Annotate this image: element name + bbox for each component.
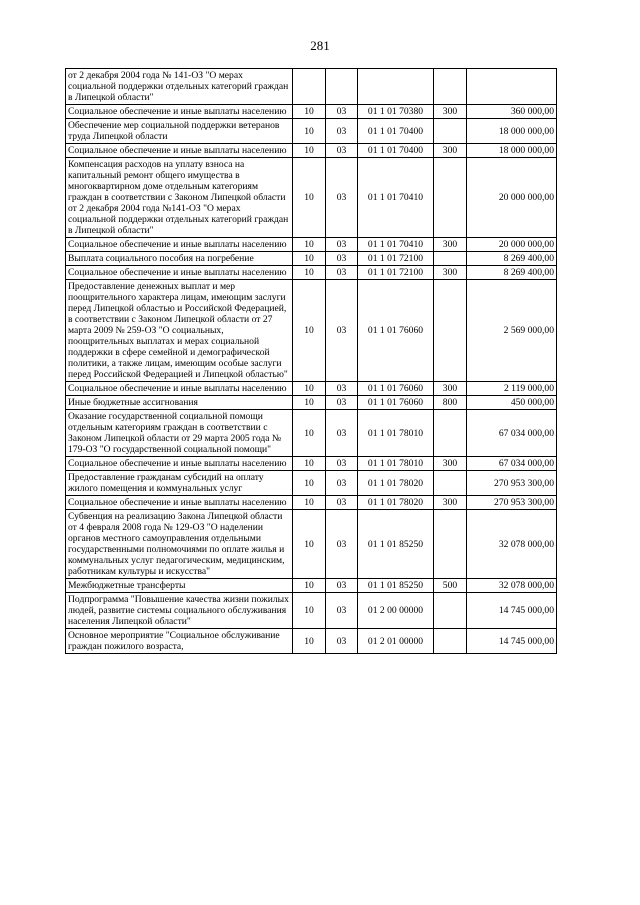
table-row [66, 266, 557, 280]
row-article-cell: 01 1 01 78010 [358, 457, 434, 471]
row-sum-cell: 360 000,00 [467, 105, 557, 119]
row-section-cell: 10 [293, 252, 326, 266]
row-sum-cell: 32 078 000,00 [467, 510, 557, 579]
row-expense-type-cell: 300 [434, 457, 467, 471]
row-expense-type-cell [434, 510, 467, 579]
table-row [66, 471, 557, 496]
row-expense-type-cell: 300 [434, 382, 467, 396]
row-subsection-cell: 03 [326, 579, 358, 593]
row-expense-type-cell [434, 410, 467, 457]
table-row [66, 496, 557, 510]
table-row [66, 457, 557, 471]
row-expense-type-cell [434, 69, 467, 105]
row-article-cell: 01 1 01 70400 [358, 144, 434, 158]
row-sum-cell: 270 953 300,00 [467, 471, 557, 496]
row-sum-cell: 20 000 000,00 [467, 158, 557, 238]
row-sum-cell: 14 745 000,00 [467, 593, 557, 629]
row-expense-type-cell [434, 252, 467, 266]
row-sum-cell: 450 000,00 [467, 396, 557, 410]
row-section-cell: 10 [293, 593, 326, 629]
row-section-cell: 10 [293, 119, 326, 144]
row-sum-cell: 20 000 000,00 [467, 238, 557, 252]
table-row [66, 382, 557, 396]
row-sum-cell: 67 034 000,00 [467, 457, 557, 471]
row-section-cell: 10 [293, 158, 326, 238]
row-name-cell: Субвенция на реализацию Закона Липецкой области от 4 февраля 2008 года № 129-ОЗ "О наделении органов местного самоуправления отдельными государственными полномочиями по оплате жилья и коммунальных услуг педагогическим, медицинским, работникам культуры и искусства" [66, 510, 293, 579]
table-row [66, 629, 557, 654]
row-article-cell: 01 1 01 76060 [358, 280, 434, 382]
row-section-cell: 10 [293, 579, 326, 593]
row-expense-type-cell: 300 [434, 238, 467, 252]
budget-table [65, 68, 557, 654]
row-subsection-cell: 03 [326, 496, 358, 510]
row-subsection-cell: 03 [326, 119, 358, 144]
row-name-cell: Предоставление денежных выплат и мер поощрительного характера лицам, имеющим заслуги перед Липецкой областью и Российской Федерацией, в соответствии с Законом Липецкой области от 27 марта 2009 № 259-ОЗ "О социальных, поощрительных выплатах и мерах социальной поддержки в сфере семейной и демографической политики, а также лицам, имеющим особые заслуги перед Российской Федерацией и Липецкой областью" [66, 280, 293, 382]
row-subsection-cell: 03 [326, 410, 358, 457]
row-section-cell: 10 [293, 382, 326, 396]
row-article-cell: 01 2 00 00000 [358, 593, 434, 629]
row-name-cell: Оказание государственной социальной помощи отдельным категориям граждан в соответствии с Законом Липецкой области от 29 марта 2005 года № 179-ОЗ "О государственной социальной помощи" [66, 410, 293, 457]
row-subsection-cell: 03 [326, 382, 358, 396]
row-sum-cell: 14 745 000,00 [467, 629, 557, 654]
row-sum-cell: 18 000 000,00 [467, 144, 557, 158]
row-section-cell: 10 [293, 496, 326, 510]
row-subsection-cell: 03 [326, 105, 358, 119]
row-expense-type-cell [434, 280, 467, 382]
row-article-cell: 01 1 01 78020 [358, 496, 434, 510]
row-name-cell: Межбюджетные трансферты [66, 579, 293, 593]
row-section-cell: 10 [293, 471, 326, 496]
row-name-cell: Социальное обеспечение и иные выплаты населению [66, 382, 293, 396]
row-article-cell: 01 1 01 70400 [358, 119, 434, 144]
row-expense-type-cell: 800 [434, 396, 467, 410]
row-name-cell: Социальное обеспечение и иные выплаты населению [66, 238, 293, 252]
row-article-cell: 01 1 01 76060 [358, 382, 434, 396]
table-row [66, 510, 557, 579]
row-name-cell: Основное мероприятие "Социальное обслуживание граждан пожилого возраста, [66, 629, 293, 654]
page-number: 281 [310, 38, 330, 53]
table-row [66, 105, 557, 119]
row-section-cell: 10 [293, 510, 326, 579]
row-sum-cell: 8 269 400,00 [467, 266, 557, 280]
row-article-cell: 01 1 01 70410 [358, 238, 434, 252]
row-section-cell: 10 [293, 105, 326, 119]
table-row [66, 69, 557, 105]
row-subsection-cell: 03 [326, 158, 358, 238]
row-subsection-cell: 03 [326, 593, 358, 629]
row-expense-type-cell: 300 [434, 266, 467, 280]
row-subsection-cell: 03 [326, 396, 358, 410]
row-section-cell: 10 [293, 457, 326, 471]
row-name-cell: Обеспечение мер социальной поддержки ветеранов труда Липецкой области [66, 119, 293, 144]
table-row [66, 238, 557, 252]
row-subsection-cell: 03 [326, 280, 358, 382]
row-expense-type-cell [434, 471, 467, 496]
row-name-cell: Социальное обеспечение и иные выплаты населению [66, 144, 293, 158]
row-subsection-cell: 03 [326, 238, 358, 252]
row-subsection-cell: 03 [326, 144, 358, 158]
row-name-cell: Подпрограмма "Повышение качества жизни пожилых людей, развитие системы социального обслуживания населения Липецкой области" [66, 593, 293, 629]
row-expense-type-cell [434, 119, 467, 144]
table-row [66, 119, 557, 144]
row-expense-type-cell: 300 [434, 144, 467, 158]
row-subsection-cell: 03 [326, 471, 358, 496]
row-section-cell: 10 [293, 266, 326, 280]
row-expense-type-cell: 300 [434, 105, 467, 119]
row-name-cell: Выплата социального пособия на погребение [66, 252, 293, 266]
row-expense-type-cell: 300 [434, 496, 467, 510]
row-sum-cell: 8 269 400,00 [467, 252, 557, 266]
row-expense-type-cell [434, 593, 467, 629]
row-sum-cell: 2 119 000,00 [467, 382, 557, 396]
row-article-cell: 01 1 01 78010 [358, 410, 434, 457]
row-article-cell: 01 1 01 85250 [358, 510, 434, 579]
row-article-cell: 01 1 01 70380 [358, 105, 434, 119]
row-subsection-cell: 03 [326, 252, 358, 266]
row-article-cell: 01 1 01 70410 [358, 158, 434, 238]
row-subsection-cell: 03 [326, 629, 358, 654]
row-section-cell: 10 [293, 410, 326, 457]
row-article-cell: 01 2 01 00000 [358, 629, 434, 654]
row-expense-type-cell [434, 158, 467, 238]
row-expense-type-cell: 500 [434, 579, 467, 593]
row-article-cell: 01 1 01 72100 [358, 266, 434, 280]
row-name-cell: Иные бюджетные ассигнования [66, 396, 293, 410]
row-article-cell: 01 1 01 78020 [358, 471, 434, 496]
table-row [66, 579, 557, 593]
row-sum-cell [467, 69, 557, 105]
row-section-cell: 10 [293, 280, 326, 382]
table-row [66, 144, 557, 158]
table-row [66, 410, 557, 457]
row-name-cell: Социальное обеспечение и иные выплаты населению [66, 266, 293, 280]
row-subsection-cell: 03 [326, 510, 358, 579]
row-article-cell: 01 1 01 76060 [358, 396, 434, 410]
row-name-cell: Предоставление гражданам субсидий на оплату жилого помещения и коммунальных услуг [66, 471, 293, 496]
row-section-cell: 10 [293, 238, 326, 252]
row-section-cell: 10 [293, 144, 326, 158]
row-sum-cell: 67 034 000,00 [467, 410, 557, 457]
row-name-cell: Социальное обеспечение и иные выплаты населению [66, 457, 293, 471]
budget-table-body [66, 69, 557, 654]
row-name-cell: Социальное обеспечение и иные выплаты населению [66, 105, 293, 119]
row-subsection-cell: 03 [326, 266, 358, 280]
row-article-cell [358, 69, 434, 105]
table-row [66, 280, 557, 382]
row-name-cell: Компенсация расходов на уплату взноса на капитальный ремонт общего имущества в многоквартирном доме отдельным категориям граждан в соответствии с Законом Липецкой области от 2 декабря 2004 года №141-ОЗ "О мерах социальной поддержки отдельных категорий граждан в Липецкой области" [66, 158, 293, 238]
row-subsection-cell: 03 [326, 457, 358, 471]
row-name-cell: Социальное обеспечение и иные выплаты населению [66, 496, 293, 510]
row-section-cell: 10 [293, 396, 326, 410]
row-article-cell: 01 1 01 85250 [358, 579, 434, 593]
row-expense-type-cell [434, 629, 467, 654]
row-sum-cell: 18 000 000,00 [467, 119, 557, 144]
row-article-cell: 01 1 01 72100 [358, 252, 434, 266]
row-subsection-cell [326, 69, 358, 105]
table-row [66, 158, 557, 238]
row-sum-cell: 270 953 300,00 [467, 496, 557, 510]
row-section-cell [293, 69, 326, 105]
row-sum-cell: 2 569 000,00 [467, 280, 557, 382]
row-name-cell: от 2 декабря 2004 года № 141-ОЗ "О мерах социальной поддержки отдельных категорий граждан в Липецкой области" [66, 69, 293, 105]
table-row [66, 593, 557, 629]
row-section-cell: 10 [293, 629, 326, 654]
table-row [66, 252, 557, 266]
row-sum-cell: 32 078 000,00 [467, 579, 557, 593]
table-row [66, 396, 557, 410]
